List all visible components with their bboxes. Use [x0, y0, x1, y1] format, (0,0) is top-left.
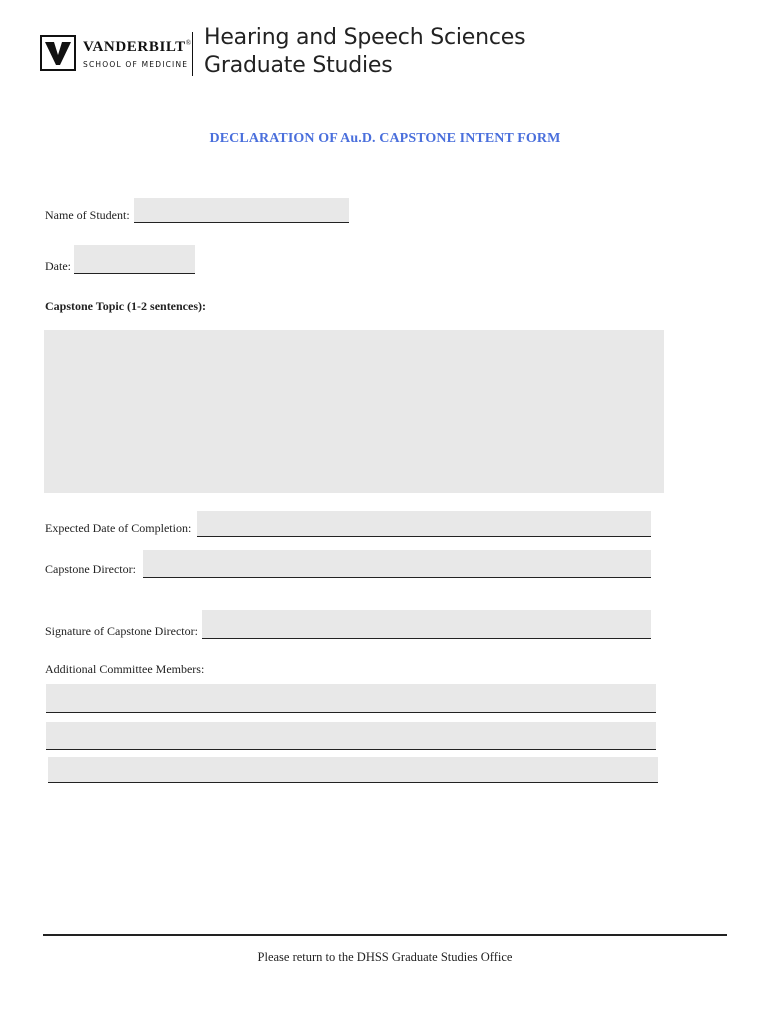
- date-label: Date:: [45, 259, 71, 273]
- header-logo: [40, 25, 526, 86]
- committee-member-field-3[interactable]: [48, 757, 658, 783]
- expected-completion-label: Expected Date of Completion:: [45, 521, 192, 535]
- director-signature-field[interactable]: [202, 610, 651, 639]
- capstone-topic-textarea[interactable]: [44, 330, 664, 493]
- vanderbilt-v-logo-icon: [40, 35, 76, 71]
- form-title: DECLARATION OF Au.D. CAPSTONE INTENT FORM: [209, 131, 561, 146]
- date-field[interactable]: [74, 245, 195, 274]
- school-name: SCHOOL OF MEDICINE: [83, 60, 189, 69]
- student-name-label: Name of Student:: [45, 208, 130, 222]
- capstone-director-field[interactable]: [143, 550, 651, 578]
- committee-members-label: Additional Committee Members:: [45, 662, 205, 676]
- university-name: VANDERBILT®: [83, 39, 192, 55]
- student-name-field[interactable]: [134, 198, 349, 223]
- department-subtitle: Graduate Studies: [204, 53, 393, 78]
- department-name: Hearing and Speech Sciences: [204, 25, 526, 50]
- director-signature-label: Signature of Capstone Director:: [45, 624, 198, 638]
- capstone-director-label: Capstone Director:: [45, 562, 136, 576]
- footer-divider: [43, 934, 727, 936]
- committee-member-field-1[interactable]: [46, 684, 656, 713]
- expected-completion-field[interactable]: [197, 511, 651, 537]
- logo-divider: [192, 32, 193, 76]
- footer-note: Please return to the DHSS Graduate Studies Office: [257, 950, 513, 964]
- committee-member-field-2[interactable]: [46, 722, 656, 750]
- capstone-topic-label: Capstone Topic (1-2 sentences):: [45, 299, 206, 313]
